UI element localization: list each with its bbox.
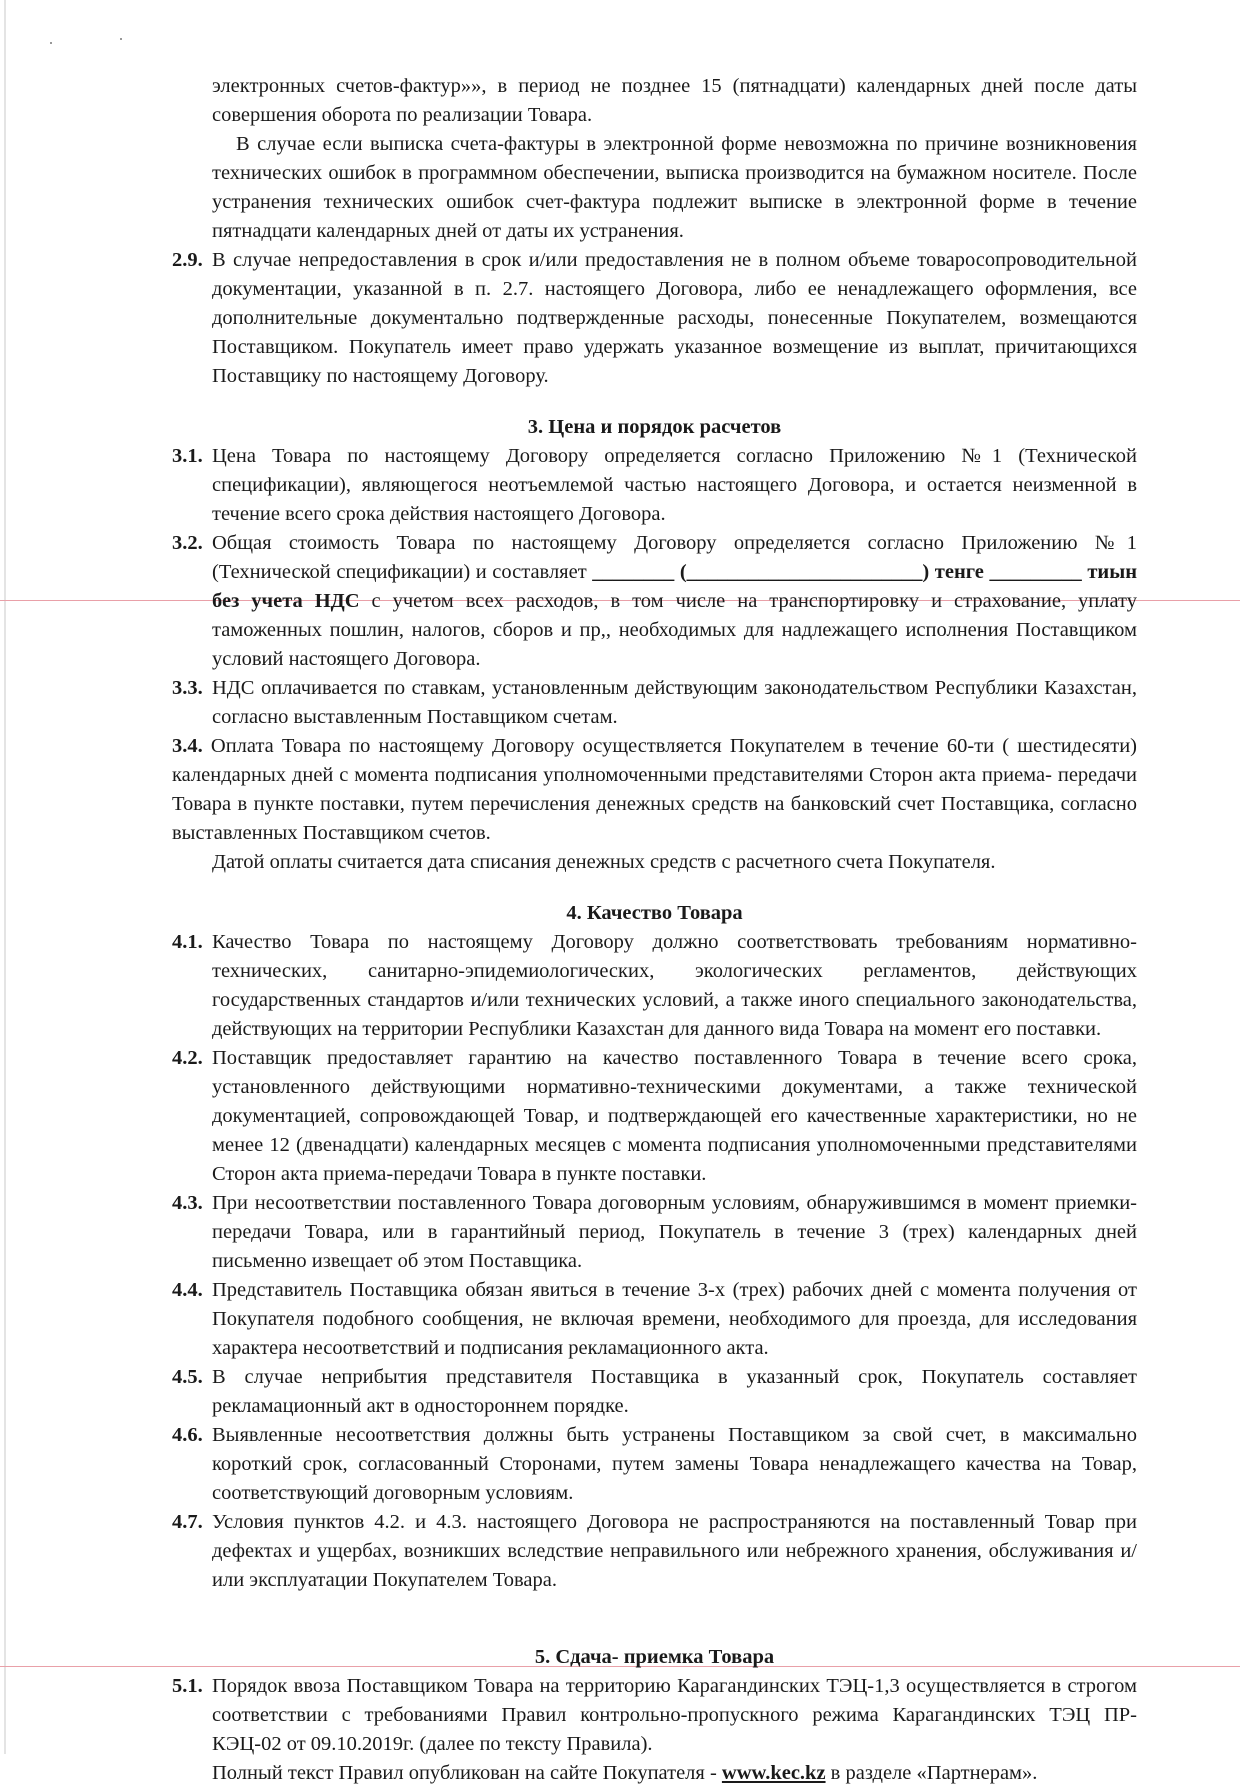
clause-text: Цена Товара по настоящему Договору определяется согласно Приложению №1 (Технической спецификации), являющегося неотъемлемой частью настоящего Договора, и остается неизменной в течение всего срока действия настоящего Договора. [212, 445, 1137, 525]
clause-number: 4.3. [172, 1192, 203, 1214]
section-5-title: 5. Сдача- приемка Товара [534, 1646, 775, 1668]
tenge-label: тенге [929, 561, 990, 583]
clause-number: 3.2. [172, 532, 203, 554]
section-4-title: 4. Качество Товара [566, 902, 743, 924]
clause-3-3 [172, 674, 1137, 732]
clause-number: 2.9. [172, 249, 203, 271]
clause-4-3 [172, 1189, 1137, 1276]
clause-text [212, 529, 1137, 674]
vat-excluded-label: тиын без учета НДС [212, 561, 1138, 612]
clause-text: Поставщик предоставляет гарантию на качество поставленного Товара в течение всего срока, установленного действующими нормативно-техническими документами, а также технической документацией, сопровождающей Товар, и подтверждающей его качественные характеристики, но не менее 12 (двенадцати) календарных месяцев с момента подписания уполномоченными представителями Сторон акта приема-передачи Товара в пункте поставки. [212, 1047, 1137, 1185]
clause-number: 4.7. [172, 1511, 203, 1533]
clause-number: 3.3. [172, 677, 203, 699]
price-blank: ________ [592, 561, 675, 583]
payment-date-note: Датой оплаты считается дата списания денежных средств с расчетного счета Покупателя. [212, 851, 996, 873]
clause-text-a: Общая стоимость Товара по настоящему Договору определяется согласно Приложению №1 (Технической спецификации) и составляет [212, 532, 1137, 583]
clause-text-b: с учетом всех расходов, в том числе на транспортировку и страхование, уплату таможенных пошлин, налогов, сборов и пр,, необходимых для надлежащего исполнения Поставщиком условий настоящего Договора. [212, 590, 1137, 670]
clause-4-4 [172, 1276, 1137, 1363]
paragraph-invoice-paper: В случае если выписка счета-фактуры в электронной форме невозможна по причине возникновения технических ошибок в программном обеспечении, выписка производится на бумажном носителе. После устранения технических ошибок счет-фактура подлежит выписке в электронной форме в течение пятнадцати календарных дней от даты их устранения. [212, 133, 1137, 242]
clause-2-9 [172, 246, 1137, 391]
clause-number: 4.1. [172, 931, 203, 953]
clause-text: В случае неприбытия представителя Поставщика в указанный срок, Покупатель составляет рекламационный акт в одностороннем порядке. [212, 1366, 1137, 1417]
clause-4-1 [172, 928, 1137, 1044]
clause-number: 4.2. [172, 1047, 203, 1069]
clause-text: Условия пунктов 4.2. и 4.3. настоящего Договора не распространяются на поставленный Товар при дефектах и ущербах, возникших вследствие неправильного или небрежного хранения, обслуживания и/или эксплуатации Покупателем Товара. [212, 1511, 1137, 1591]
clause-text: НДС оплачивается по ставкам, установленным действующим законодательством Республики Казахстан, согласно выставленным Поставщиком счетам. [212, 677, 1137, 728]
price-words-blank: (_______________________) [679, 561, 930, 583]
clause-number: 3.1. [172, 445, 203, 467]
clause-number: 3.4. [172, 735, 203, 757]
clause-text: При несоответствии поставленного Товара договорным условиям, обнаружившимся в момент приемки-передачи Товара, или в гарантийный период, Покупатель в течение 3 (трех) календарных дней письменно извещает об этом Поставщика. [212, 1192, 1137, 1272]
clause-text: Выявленные несоответствия должны быть устранены Поставщиком за свой счет, в максимально короткий срок, согласованный Сторонами, путем замены Товара ненадлежащего качества на Товар, соответствующий договорным условиям. [212, 1424, 1137, 1504]
clause-3-4 [172, 732, 1137, 848]
clause-4-5 [172, 1363, 1137, 1421]
clause-number: 4.4. [172, 1279, 203, 1301]
clause-number: 4.6. [172, 1424, 203, 1446]
clause-text: Качество Товара по настоящему Договору должно соответствовать требованиям нормативно-технических, санитарно-эпидемиологических, экологических регламентов, действующих государственных стандартов и/или технических условий, а также иного специального законодательства, действующих на территории Республики Казахстан для данного вида Товара на момент его поставки. [212, 931, 1137, 1040]
clause-3-1 [172, 442, 1137, 529]
clause-4-7 [172, 1508, 1137, 1595]
website-link[interactable]: www.kec.kz [721, 1762, 826, 1784]
clause-text: Оплата Товара по настоящему Договору осуществляется Покупателем в течение 60-ти ( шестидесяти) календарных дней с момента подписания уполномоченными представителями Сторон акта приема- передачи Товара в пункте поставки, путем перечисления денежных средств на банковский счет Поставщика, согласно выставленных Поставщиком счетов. [172, 735, 1137, 844]
clause-3-2 [172, 529, 1137, 674]
clause-text: Порядок ввоза Поставщиком Товара на территорию Карагандинских ТЭЦ-1,3 осуществляется в строгом соответствии с требованиями Правил контрольно-пропускного режима Карагандинских ТЭЦ ПР-КЭЦ-02 от 09.10.2019г. (далее по тексту Правила). [212, 1675, 1137, 1755]
clause-text: В случае непредоставления в срок и/или предоставления не в полном объеме товаросопроводительной документации, указанной в п. 2.7. настоящего Договора, либо ее ненадлежащего оформления, все дополнительные документально подтвержденные расходы, понесенные Покупателем, возмещаются Поставщиком. Покупатель имеет право удержать указанное возмещение из выплат, причитающихся Поставщику по настоящему Договору. [212, 249, 1137, 387]
rules-publication-note [172, 1759, 1137, 1788]
clause-text: Представитель Поставщика обязан явиться в течение 3-х (трех) рабочих дней с момента получения от Покупателя подобного сообщения, не включая времени, необходимого для проезда, для исследования характера несоответствий и подписания рекламационного акта. [212, 1279, 1137, 1359]
clause-number: 4.5. [172, 1366, 203, 1388]
scan-edge [4, 0, 6, 1754]
paragraph-invoice-deadline: электронных счетов-фактур»», в период не позднее 15 (пятнадцати) календарных дней после даты совершения оборота по реализации Товара. [212, 75, 1137, 126]
clause-4-2 [172, 1044, 1137, 1189]
clause-5-1 [172, 1672, 1137, 1759]
tiyn-blank: _________ [989, 561, 1082, 583]
clause-number: 5.1. [172, 1675, 203, 1697]
section-3-title: 3. Цена и порядок расчетов [527, 416, 782, 438]
rules-text-b: в разделе «Партнерам». [825, 1762, 1038, 1784]
rules-text-a: Полный текст Правил опубликован на сайте Покупателя - [212, 1762, 722, 1784]
scan-speck [120, 38, 122, 40]
document-body [172, 72, 1137, 1788]
scan-speck [50, 42, 52, 44]
clause-4-6 [172, 1421, 1137, 1508]
